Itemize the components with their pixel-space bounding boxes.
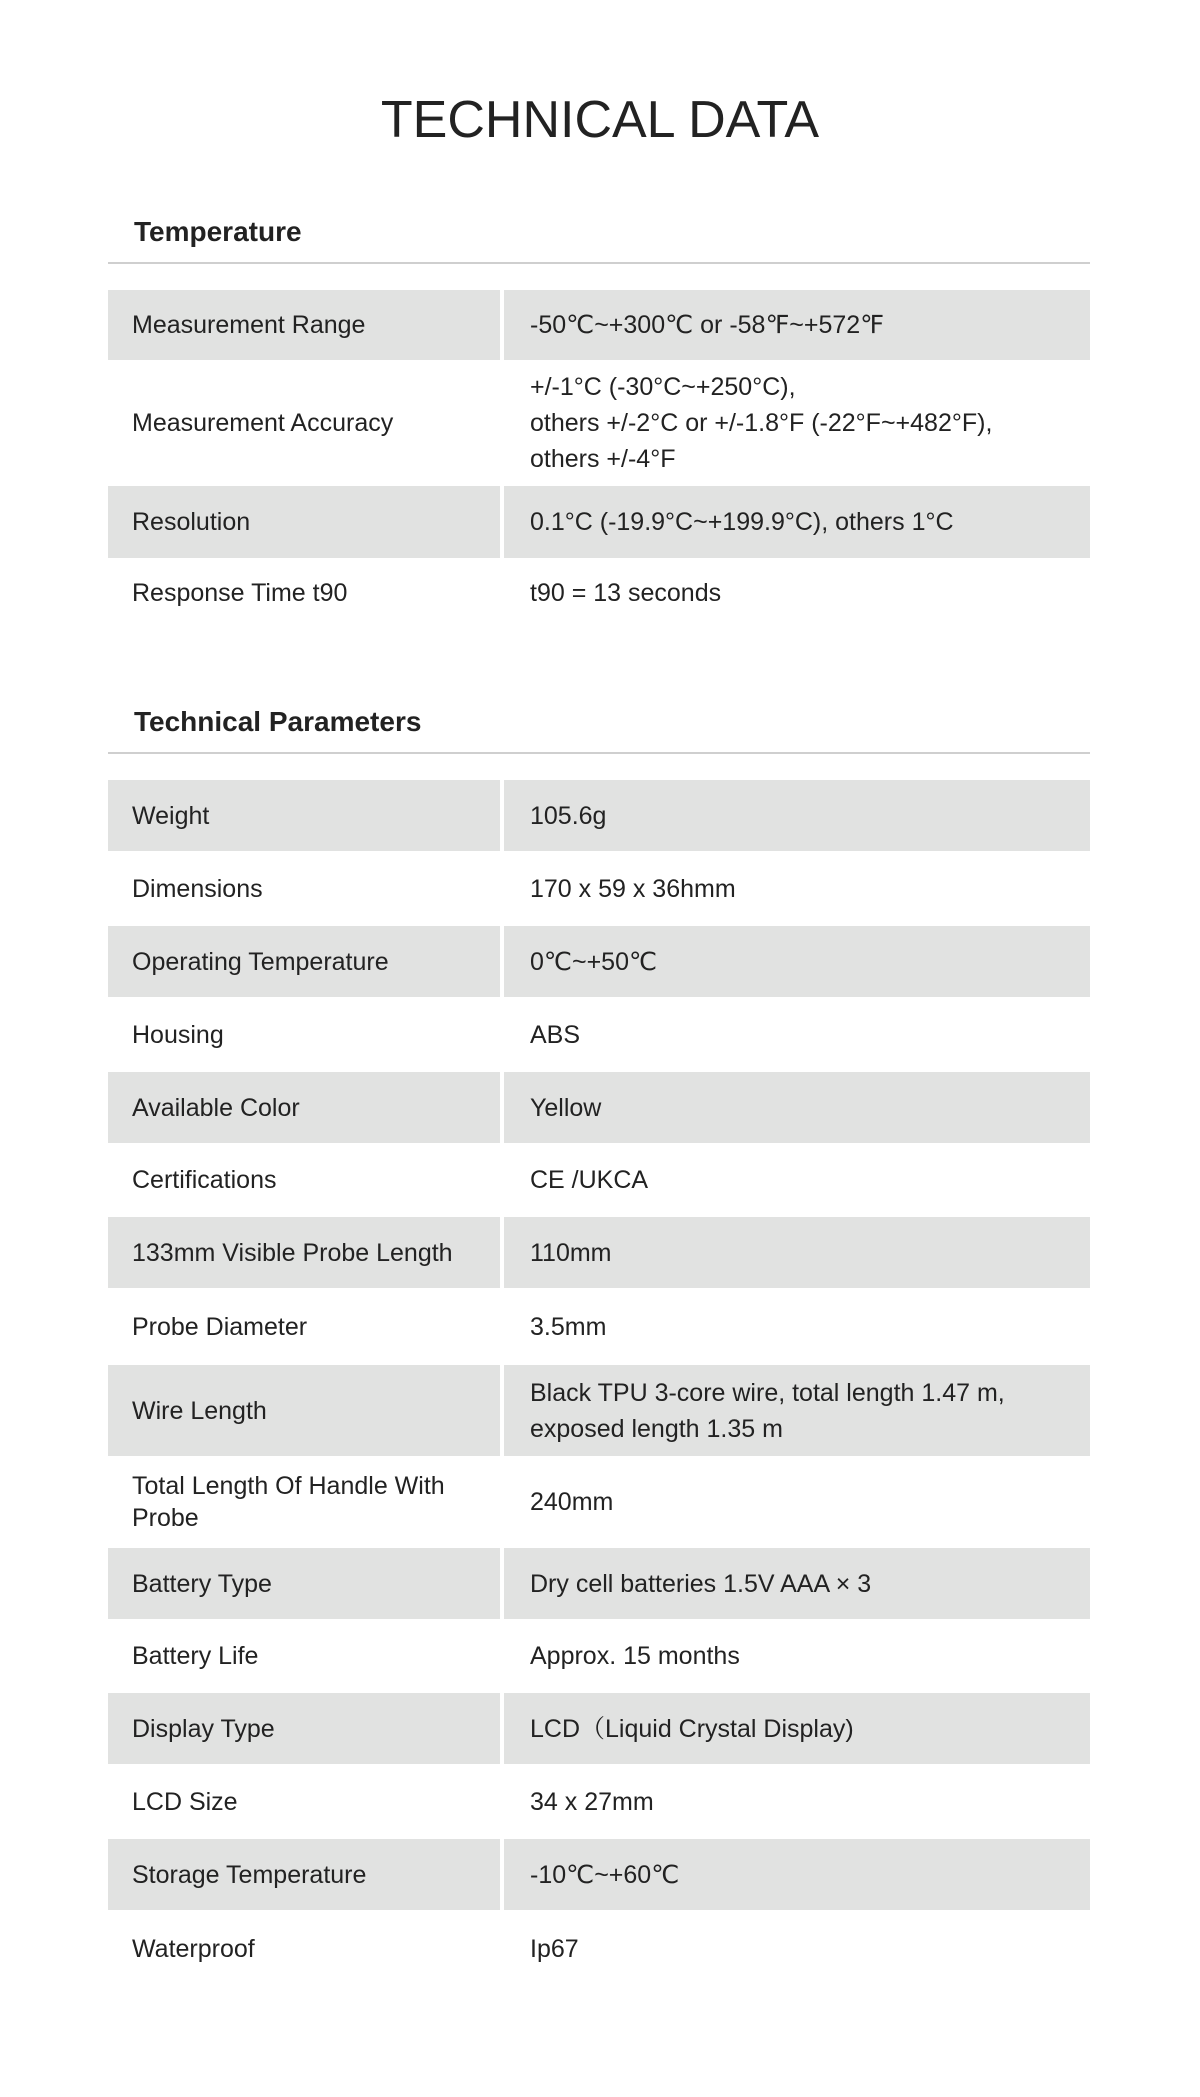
temperature-spec-table (108, 290, 1090, 628)
spec-label: Battery Life (132, 1642, 259, 1670)
spec-value: LCD（Liquid Crystal Display) (504, 1693, 1090, 1764)
spec-value: Approx. 15 months (530, 1642, 740, 1670)
spec-label: Dimensions (132, 874, 263, 903)
spec-value: Dry cell batteries 1.5V AAA × 3 (504, 1548, 1090, 1619)
spec-value: CE /UKCA (530, 1166, 649, 1194)
spec-label: Display Type (108, 1693, 500, 1764)
spec-row-battery-type (108, 1548, 1090, 1619)
spec-row-housing (108, 997, 1090, 1072)
spec-label: Response Time t90 (132, 579, 348, 607)
spec-value: +/-1°C (-30°C~+250°C), others +/-2°C or +/-1.8°F (-22°F~+482°F), others +/-4°F (530, 373, 993, 473)
spec-row-total-length (108, 1456, 1090, 1548)
spec-label: Battery Type (108, 1548, 500, 1619)
spec-row-operating-temperature (108, 926, 1090, 997)
spec-value: 110mm (504, 1217, 1090, 1288)
section-divider (108, 262, 1090, 264)
spec-value: 240mm (530, 1488, 614, 1516)
section-heading-technical-parameters: Technical Parameters (134, 706, 422, 737)
spec-label: Available Color (108, 1072, 500, 1143)
spec-row-lcd-size (108, 1764, 1090, 1839)
spec-label: Operating Temperature (108, 926, 500, 997)
spec-value: ABS (530, 1020, 581, 1049)
spec-label: Wire Length (108, 1365, 500, 1456)
spec-row-available-color (108, 1072, 1090, 1143)
spec-row-storage-temperature (108, 1839, 1090, 1910)
spec-value: 105.6g (504, 780, 1090, 851)
spec-label: 133mm Visible Probe Length (108, 1217, 500, 1288)
spec-value: 170 x 59 x 36hmm (530, 874, 736, 903)
spec-value: 34 x 27mm (530, 1787, 654, 1816)
temperature-section (108, 212, 1090, 628)
section-heading-temperature: Temperature (134, 216, 302, 247)
spec-value: t90 = 13 seconds (530, 579, 722, 607)
spec-row-certifications (108, 1143, 1090, 1217)
spec-row-response-time (108, 558, 1090, 628)
spec-row-battery-life (108, 1619, 1090, 1693)
spec-label: Resolution (108, 486, 500, 558)
spec-label: Total Length Of Handle With Probe (132, 1472, 445, 1532)
spec-label: Weight (108, 780, 500, 851)
spec-row-visible-probe-length (108, 1217, 1090, 1288)
spec-row-weight (108, 780, 1090, 851)
spec-row-measurement-range (108, 290, 1090, 360)
spec-label: Probe Diameter (132, 1312, 308, 1341)
spec-row-measurement-accuracy (108, 360, 1090, 486)
spec-row-probe-diameter (108, 1288, 1090, 1365)
spec-value: 0.1°C (-19.9°C~+199.9°C), others 1°C (504, 486, 1090, 558)
spec-value: Black TPU 3-core wire, total length 1.47 m, exposed length 1.35 m (504, 1365, 1090, 1456)
spec-label: Measurement Accuracy (132, 409, 394, 437)
spec-label: Measurement Range (108, 290, 500, 360)
spec-label: Certifications (132, 1166, 277, 1194)
page-title: TECHNICAL DATA (380, 91, 820, 149)
spec-row-display-type (108, 1693, 1090, 1764)
spec-row-resolution (108, 486, 1090, 558)
spec-value: -50℃~+300℃ or -58℉~+572℉ (504, 290, 1090, 360)
spec-label: Housing (132, 1020, 224, 1049)
spec-value: Ip67 (530, 1935, 579, 1963)
parameters-spec-table (108, 780, 1090, 1988)
section-divider (108, 752, 1090, 754)
spec-label: Waterproof (132, 1935, 255, 1963)
spec-row-dimensions (108, 851, 1090, 926)
spec-label: LCD Size (132, 1787, 238, 1816)
spec-label: Storage Temperature (108, 1839, 500, 1910)
spec-value: 0℃~+50℃ (504, 926, 1090, 997)
spec-value: 3.5mm (530, 1312, 607, 1341)
spec-row-wire-length (108, 1365, 1090, 1456)
spec-value: Yellow (504, 1072, 1090, 1143)
spec-value: -10℃~+60℃ (504, 1839, 1090, 1910)
spec-row-waterproof (108, 1910, 1090, 1988)
technical-parameters-section (108, 702, 1090, 1988)
